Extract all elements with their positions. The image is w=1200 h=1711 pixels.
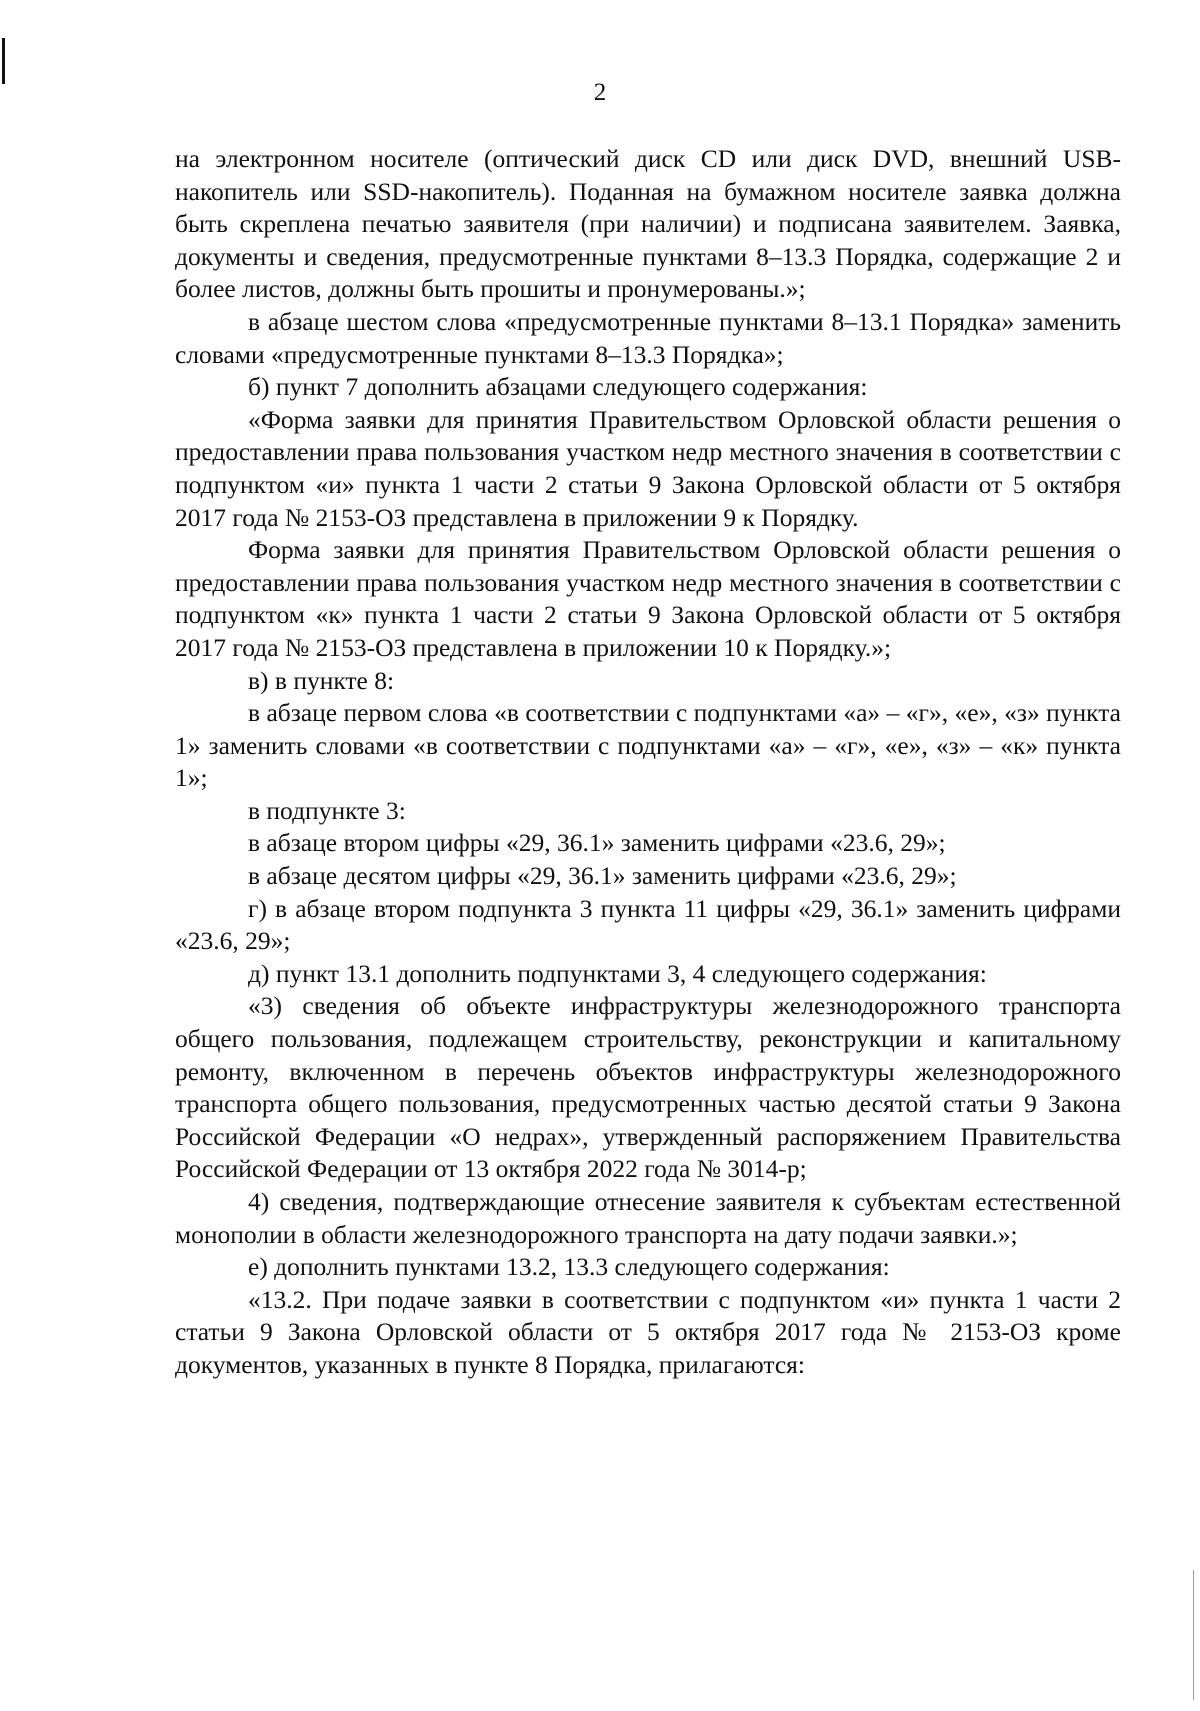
paragraph-6: в) в пункте 8: (248, 665, 395, 695)
paragraph-2: в абзаце шестом слова «предусмотренные пунктами 8–13.1 Порядка» заменить словами «предусмотренные пунктами 8–13.3 Порядка»; (175, 306, 1121, 369)
paragraph-11: г) в абзаце втором подпункта 3 пункта 11 цифры «29, 36.1» заменить цифрами «23.6, 29»; (175, 893, 1121, 956)
paragraph-4: «Форма заявки для принятия Правительством Орловской области решения о предоставлении права пользования участком недр местного значения в соответствии с подпунктом «и» пункта 1 части 2 статьи 9 Закона Орловской области от 5 октября 2017 года № 2153-ОЗ представлена в приложении 9 к Порядку. (175, 404, 1121, 532)
paragraph-13: «3) сведения об объекте инфраструктуры железнодорожного транспорта общего пользования, подлежащем строительству, реконструкции и капитальному ремонту, включенном в перечень объектов инфраструктуры железнодорожного транспорта общего пользования, предусмотренных частью десятой статьи 9 Закона Российской Федерации «О недрах», утвержденный распоряжением Правительства Российской Федерации от 13 октября 2022 года № 3014-р; (175, 991, 1121, 1184)
paragraph-7: в абзаце первом слова «в соответствии с подпунктами «а» – «г», «е», «з» пункта 1» заменить словами «в соответствии с подпунктами «а» – «г», «е», «з» – «к» пункта 1»; (175, 698, 1121, 793)
paragraph-10: в абзаце десятом цифры «29, 36.1» заменить цифрами «23.6, 29»; (248, 861, 957, 891)
scan-edge-line (1193, 1570, 1194, 1700)
paragraph-1: на электронном носителе (оптический диск CD или диск DVD, внешний USB-накопитель или SSD-накопитель). Поданная на бумажном носителе заявка должна быть скреплена печатью заявителя (при наличии) и подписана заявителем. Заявка, документы и сведения, предусмотренные пунктами 8–13.3 Порядка, содержащие 2 и более листов, должны быть прошиты и пронумерованы.»; (175, 144, 1121, 304)
paragraph-14: 4) сведения, подтверждающие отнесение заявителя к субъектам естественной монополии в области железнодорожного транспорта на дату подачи заявки.»; (175, 1187, 1121, 1249)
paragraph-12: д) пункт 13.1 дополнить подпунктами 3, 4 следующего содержания: (248, 958, 987, 988)
paragraph-9: в абзаце втором цифры «29, 36.1» заменить цифрами «23.6, 29»; (248, 828, 946, 858)
paragraph-15: е) дополнить пунктами 13.2, 13.3 следующего содержания: (248, 1252, 890, 1282)
document-body (175, 143, 1121, 1382)
paragraph-5: Форма заявки для принятия Правительством Орловской области решения о предоставлении права пользования участком недр местного значения в соответствии с подпунктом «к» пункта 1 части 2 статьи 9 Закона Орловской области от 5 октября 2017 года № 2153-ОЗ представлена в приложении 10 к Порядку.»; (175, 535, 1121, 662)
paragraph-3: б) пункт 7 дополнить абзацами следующего содержания: (248, 372, 868, 402)
page-number: 2 (593, 79, 607, 106)
paragraph-16: «13.2. При подаче заявки в соответствии с подпунктом «и» пункта 1 части 2 статьи 9 Закона Орловской области от 5 октября 2017 года № 2153-ОЗ кроме документов, указанных в пункте 8 Порядка, прилагаются: (175, 1284, 1121, 1379)
paragraph-8: в подпункте 3: (248, 795, 406, 825)
